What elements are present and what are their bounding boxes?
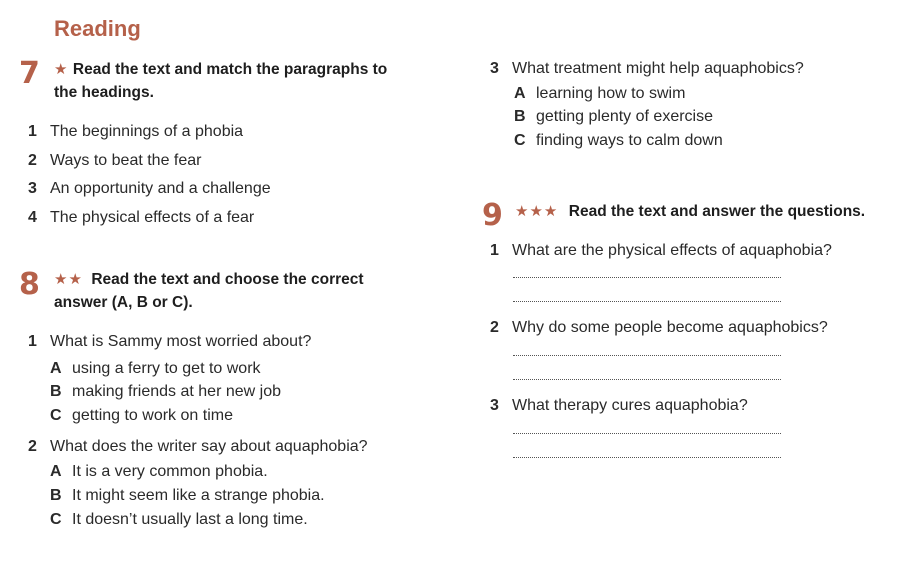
exercise-8-instruction: [54, 270, 364, 289]
option-letter: B: [514, 108, 526, 125]
instruction-line-2: answer (A, B or C).: [54, 294, 193, 311]
option-text: getting to work on time: [72, 407, 233, 424]
answer-line[interactable]: [513, 355, 781, 356]
option-letter: A: [514, 85, 526, 102]
option-letter: A: [50, 463, 62, 480]
option-text: using a ferry to get to work: [72, 360, 261, 377]
answer-option[interactable]: [50, 463, 268, 481]
instruction-line-1: Read the text and match the paragraphs to: [72, 61, 388, 78]
answer-line[interactable]: [513, 301, 781, 302]
instruction-line-1: Read the text and choose the correct: [91, 271, 364, 288]
option-text: making friends at her new job: [72, 383, 281, 400]
answer-line[interactable]: [513, 379, 781, 380]
answer-option[interactable]: [514, 108, 713, 126]
item-number: 3: [490, 60, 499, 77]
item-number: 4: [28, 209, 37, 226]
answer-option[interactable]: [514, 85, 685, 103]
instruction-line-2: the headings.: [54, 84, 154, 101]
question: [490, 319, 828, 337]
heading-item: [28, 209, 254, 227]
option-text: finding ways to calm down: [536, 132, 723, 149]
option-letter: B: [50, 487, 62, 504]
exercise-9-instruction: [515, 202, 865, 221]
heading-text: An opportunity and a challenge: [50, 180, 271, 197]
heading-text: Ways to beat the fear: [50, 152, 202, 169]
item-number: 2: [28, 438, 37, 455]
option-text: It might seem like a strange phobia.: [72, 487, 325, 504]
item-number: 1: [490, 242, 499, 259]
option-letter: C: [514, 132, 526, 149]
heading-text: The beginnings of a phobia: [50, 123, 244, 140]
section-title: Reading: [54, 16, 141, 41]
exercise-9-number: 9: [482, 198, 503, 233]
answer-option[interactable]: [50, 511, 308, 529]
question-text: What therapy cures aquaphobia?: [512, 397, 748, 414]
answer-option[interactable]: [50, 407, 233, 425]
exercise-7-number: 7: [19, 56, 40, 91]
option-text: getting plenty of exercise: [536, 108, 713, 125]
answer-option[interactable]: [50, 360, 261, 378]
question-text: What does the writer say about aquaphobia?: [50, 438, 368, 455]
option-text: It is a very common phobia.: [72, 463, 268, 480]
item-number: 1: [28, 333, 37, 350]
question: [490, 397, 748, 415]
question: [490, 60, 804, 78]
answer-option[interactable]: [514, 132, 723, 150]
option-letter: B: [50, 383, 62, 400]
item-number: 3: [490, 397, 499, 414]
difficulty-star-icon: ★★★: [515, 203, 559, 220]
item-number: 2: [28, 152, 37, 169]
heading-item: [28, 123, 243, 141]
item-number: 2: [490, 319, 499, 336]
question: [28, 438, 368, 456]
answer-option[interactable]: [50, 383, 281, 401]
option-letter: A: [50, 360, 62, 377]
option-text: It doesn’t usually last a long time.: [72, 511, 308, 528]
answer-line[interactable]: [513, 457, 781, 458]
heading-text: The physical effects of a fear: [50, 209, 255, 226]
question-text: Why do some people become aquaphobics?: [512, 319, 828, 336]
difficulty-star-icon: ★: [54, 61, 69, 78]
question-text: What treatment might help aquaphobics?: [512, 60, 804, 77]
exercise-7-instruction: [54, 60, 387, 79]
instruction-text: Read the text and answer the questions.: [568, 203, 866, 220]
question-text: What are the physical effects of aquaphobia?: [512, 242, 832, 259]
heading-item: [28, 152, 201, 170]
answer-option[interactable]: [50, 487, 325, 505]
difficulty-star-icon: ★★: [54, 271, 83, 288]
question: [490, 242, 832, 260]
exercise-8-number: 8: [19, 267, 40, 302]
answer-line[interactable]: [513, 277, 781, 278]
item-number: 3: [28, 180, 37, 197]
option-letter: C: [50, 511, 62, 528]
answer-line[interactable]: [513, 433, 781, 434]
option-letter: C: [50, 407, 62, 424]
heading-item: [28, 180, 271, 198]
item-number: 1: [28, 123, 37, 140]
option-text: learning how to swim: [536, 85, 686, 102]
question-text: What is Sammy most worried about?: [50, 333, 312, 350]
question: [28, 333, 311, 351]
